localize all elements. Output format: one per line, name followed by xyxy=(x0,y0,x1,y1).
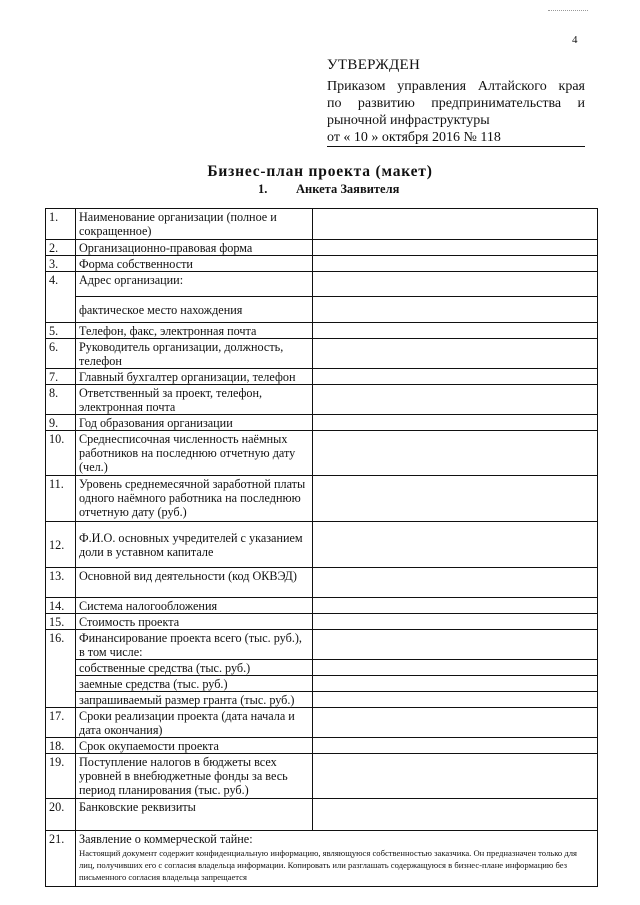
table-row xyxy=(46,598,598,614)
section-number: 1. xyxy=(258,182,268,196)
approval-title: УТВЕРЖДЕН xyxy=(327,57,421,73)
row-value-cell[interactable] xyxy=(313,522,598,568)
row-number: 13. xyxy=(46,568,76,598)
table-row xyxy=(46,339,598,369)
table-row xyxy=(46,692,598,708)
row-label: Телефон, факс, электронная почта xyxy=(76,323,313,339)
table-row xyxy=(46,415,598,431)
row-value-cell[interactable] xyxy=(313,660,598,676)
row-number: 18. xyxy=(46,738,76,754)
row-label: Организационно-правовая форма xyxy=(76,240,313,256)
row-label: Год образования организации xyxy=(76,415,313,431)
row-label: Сроки реализации проекта (дата начала и дата окончания) xyxy=(76,708,313,738)
row-label: Уровень среднемесячной заработной платы одного наёмного работника на последнюю отчетную дату (руб.) xyxy=(76,476,313,522)
row-value-cell[interactable] xyxy=(313,415,598,431)
row-number: 8. xyxy=(46,385,76,415)
table-row xyxy=(46,831,598,887)
table-row xyxy=(46,385,598,415)
row-sublabel: фактическое место нахождения xyxy=(76,297,313,323)
row-value-cell[interactable] xyxy=(313,385,598,415)
approval-line: Приказом управления Алтайского края xyxy=(327,79,585,94)
row-value-cell[interactable] xyxy=(313,598,598,614)
row-value-cell[interactable] xyxy=(313,476,598,522)
row-value-cell[interactable] xyxy=(313,339,598,369)
row-value-cell[interactable] xyxy=(313,272,598,297)
table-row xyxy=(46,799,598,831)
applicant-form-table xyxy=(45,208,598,887)
row-number: 1. xyxy=(46,209,76,240)
row-number: 20. xyxy=(46,799,76,831)
row-number: 19. xyxy=(46,754,76,799)
row-number: 11. xyxy=(46,476,76,522)
row-value-cell[interactable] xyxy=(313,630,598,660)
row-value-cell[interactable] xyxy=(313,209,598,240)
row-number: 6. xyxy=(46,339,76,369)
section-heading xyxy=(258,182,399,197)
table-row xyxy=(46,708,598,738)
row-label: Заявление о коммерческой тайне: xyxy=(79,832,253,846)
row-sublabel: собственные средства (тыс. руб.) xyxy=(76,660,313,676)
row-label: Среднесписочная численность наёмных работников на последнюю отчетную дату (чел.) xyxy=(76,431,313,476)
table-row xyxy=(46,660,598,676)
table-row xyxy=(46,272,598,297)
row-value-cell[interactable] xyxy=(313,431,598,476)
row-sublabel: запрашиваемый размер гранта (тыс. руб.) xyxy=(76,692,313,708)
table-row xyxy=(46,754,598,799)
row-number: 17. xyxy=(46,708,76,738)
table-row xyxy=(46,568,598,598)
row-value-cell[interactable] xyxy=(313,568,598,598)
row-number: 21. xyxy=(46,831,76,887)
row-label: Срок окупаемости проекта xyxy=(76,738,313,754)
row-value-cell[interactable] xyxy=(313,676,598,692)
row-number: 5. xyxy=(46,323,76,339)
table-row xyxy=(46,256,598,272)
table-row xyxy=(46,297,598,323)
row-number: 3. xyxy=(46,256,76,272)
row-value-cell[interactable] xyxy=(313,240,598,256)
approval-line: по развитию предпринимательства и xyxy=(327,96,585,111)
row-number: 9. xyxy=(46,415,76,431)
row-value-cell[interactable] xyxy=(313,614,598,630)
table-row xyxy=(46,522,598,568)
row-label: Поступление налогов в бюджеты всех уровней в внебюджетные фонды за весь период планирования (тыс. руб.) xyxy=(76,754,313,799)
row-value-cell[interactable] xyxy=(313,692,598,708)
table-row xyxy=(46,476,598,522)
row-value-cell[interactable] xyxy=(313,323,598,339)
row-value-cell[interactable] xyxy=(313,708,598,738)
row-label: Основной вид деятельности (код ОКВЭД) xyxy=(76,568,313,598)
row-number: 15. xyxy=(46,614,76,630)
approval-line: рыночной инфраструктуры xyxy=(327,113,490,128)
commercial-secret-cell xyxy=(76,831,598,887)
row-value-cell[interactable] xyxy=(313,297,598,323)
scan-mark xyxy=(548,10,588,13)
table-row xyxy=(46,614,598,630)
confidentiality-notice: Настоящий документ содержит конфиденциальную информацию, являющуюся собственностью заказчика. Он предназначен только для лиц, получивших его с согласия владельца информации. Копировать или разглашать содержащуюся в бизнес-плане информацию без письменного согласия владельца запрещается xyxy=(79,848,577,882)
row-value-cell[interactable] xyxy=(313,738,598,754)
row-label: Адрес организации: xyxy=(76,272,313,297)
row-label: Банковские реквизиты xyxy=(76,799,313,831)
row-number: 14. xyxy=(46,598,76,614)
row-number: 4. xyxy=(46,272,76,323)
row-label: Ф.И.О. основных учредителей с указанием доли в уставном капитале xyxy=(76,522,313,568)
row-sublabel: заемные средства (тыс. руб.) xyxy=(76,676,313,692)
table-row xyxy=(46,209,598,240)
row-value-cell[interactable] xyxy=(313,799,598,831)
approval-order: от « 10 » октября 2016 № 118 xyxy=(327,129,585,147)
table-row xyxy=(46,240,598,256)
row-number: 10. xyxy=(46,431,76,476)
document-title: Бизнес-план проекта (макет) xyxy=(207,163,433,180)
row-value-cell[interactable] xyxy=(313,754,598,799)
row-label: Форма собственности xyxy=(76,256,313,272)
table-row xyxy=(46,323,598,339)
row-label: Наименование организации (полное и сокращенное) xyxy=(76,209,313,240)
row-number: 12. xyxy=(46,522,76,568)
section-title: Анкета Заявителя xyxy=(296,182,400,196)
approval-block xyxy=(327,57,585,147)
table-row xyxy=(46,738,598,754)
row-label: Руководитель организации, должность, телефон xyxy=(76,339,313,369)
row-number: 7. xyxy=(46,369,76,385)
row-value-cell[interactable] xyxy=(313,256,598,272)
row-number: 16. xyxy=(46,630,76,708)
row-value-cell[interactable] xyxy=(313,369,598,385)
table-row xyxy=(46,630,598,660)
row-label: Ответственный за проект, телефон, электронная почта xyxy=(76,385,313,415)
table-row xyxy=(46,369,598,385)
row-label: Главный бухгалтер организации, телефон xyxy=(76,369,313,385)
row-label: Стоимость проекта xyxy=(76,614,313,630)
page-number: 4 xyxy=(572,34,578,46)
row-label: Система налогообложения xyxy=(76,598,313,614)
table-row xyxy=(46,431,598,476)
table-row xyxy=(46,676,598,692)
row-label: Финансирование проекта всего (тыс. руб.), в том числе: xyxy=(76,630,313,660)
row-number: 2. xyxy=(46,240,76,256)
